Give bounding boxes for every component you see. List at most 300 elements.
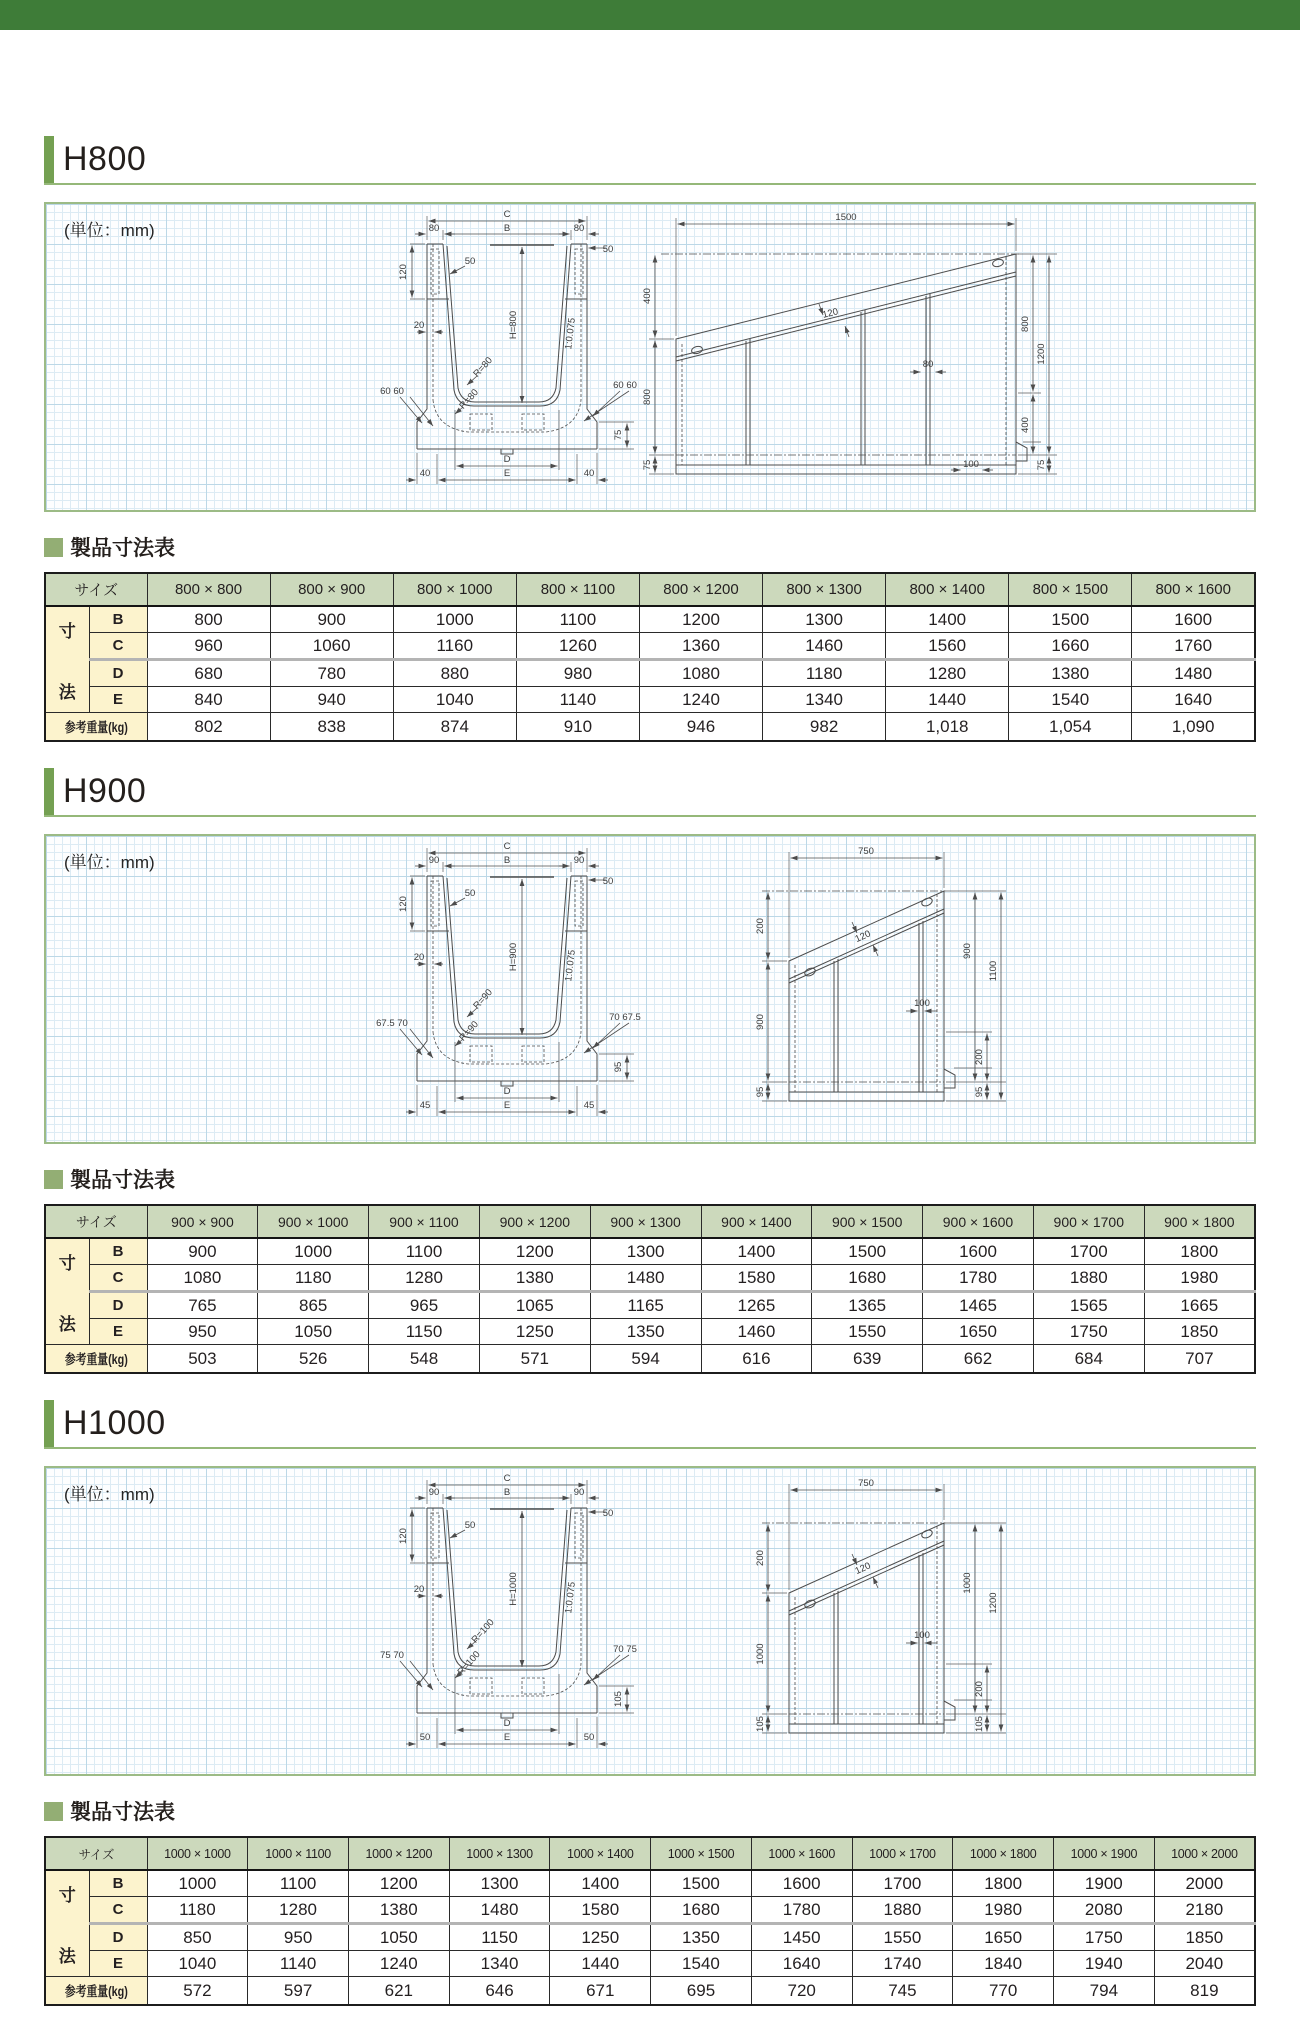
unit-label: (単位：mm) [64,221,155,240]
table-heading-row [44,1166,1256,1192]
size-column-header: 1000 × 1000 [147,1837,248,1870]
table-cell: 1380 [479,1265,590,1292]
table-cell: 1100 [516,606,639,633]
size-column-header: 900 × 900 [147,1205,258,1238]
dim-label-b: B [503,855,511,866]
table-cell: 1360 [639,633,762,660]
section-title: H900 [63,772,147,810]
table-cell: 1080 [639,660,762,687]
size-column-header: 800 × 1200 [639,573,762,606]
table-cell: 1200 [639,606,762,633]
size-column-header: 800 × 1400 [886,573,1009,606]
dim-wall: 800 [642,389,653,405]
dim-height-inner: 800 [1020,316,1031,332]
dim-rib: 100 [914,998,930,1009]
table-cell: 1465 [923,1292,1034,1319]
table-cell: 1050 [258,1319,369,1345]
table-cell: 1180 [763,660,886,687]
table-cell: 1100 [248,1870,349,1897]
size-column-header: 800 × 900 [270,573,393,606]
dim-slope: 1:0.075 [563,949,578,983]
dim-edge-right: 90 [573,855,585,866]
dim-lower: 400 [1020,417,1031,433]
weight-value-cell: 646 [449,1977,550,2006]
dim-rib: 80 [922,359,934,370]
table-cell: 1260 [516,633,639,660]
table-cell: 1800 [953,1870,1054,1897]
table-cell: 1650 [923,1319,1034,1345]
weight-label-cell [45,713,147,742]
table-cell: 865 [258,1292,369,1319]
table-cell: 1060 [270,633,393,660]
row-label-cell: C [89,633,147,660]
dim-corner-left: 40 [419,468,431,479]
table-cell: 1540 [651,1951,752,1977]
table-cell: 1880 [1033,1265,1144,1292]
table-cell: 1760 [1132,633,1255,660]
dim-base: 95 [755,1086,766,1098]
table-heading-row [44,1798,1256,1824]
table-cell: 1840 [953,1951,1054,1977]
table-cell: 1000 [258,1238,369,1265]
table-cell: 1000 [393,606,516,633]
dim-label-c: C [503,841,511,852]
dim-slope: 1:0.075 [563,317,578,351]
size-column-header: 800 × 1500 [1009,573,1132,606]
dim-cap-height: 120 [398,1528,409,1544]
heading-accent-bar [44,136,54,183]
weight-value-cell: 597 [248,1977,349,2006]
table-cell: 1850 [1144,1319,1255,1345]
cross-section-drawing [322,1468,662,1770]
table-cell: 1300 [763,606,886,633]
table-cell: 1680 [812,1265,923,1292]
drawing-panel [44,1466,1256,1776]
table-cell: 2040 [1154,1951,1255,1977]
dim-char-top: 寸 [58,1885,76,1905]
table-cell: 1100 [369,1238,480,1265]
size-column-header: 1000 × 1500 [651,1837,752,1870]
size-header-cell: サイズ [45,573,147,606]
table-cell: 1440 [550,1951,651,1977]
table-cell: 1140 [248,1951,349,1977]
table-cell: 1680 [651,1897,752,1924]
table-cell: 1700 [1033,1238,1144,1265]
drawing-panel [44,202,1256,512]
dim-label-c: C [503,1473,511,1484]
table-cell: 1300 [590,1238,701,1265]
table-cell: 1340 [763,687,886,713]
weight-value-cell: 707 [1144,1345,1255,1374]
dim-wall-top: 50 [464,256,476,267]
table-cell: 1280 [369,1265,480,1292]
side-view-drawing [694,836,1034,1138]
dim-corner-left: 50 [419,1732,431,1743]
table-cell: 1540 [1009,687,1132,713]
weight-value-cell: 802 [147,713,270,742]
table-cell: 940 [270,687,393,713]
weight-label-cell [45,1345,147,1374]
dim-slab: 120 [853,1560,873,1577]
table-cell: 2180 [1154,1897,1255,1924]
size-column-header: 900 × 1800 [1144,1205,1255,1238]
dim-height-total: 1200 [988,1592,999,1614]
weight-value-cell: 1,090 [1132,713,1255,742]
dim-radius-upper: R=90 [471,987,495,1012]
dim-slab: 120 [853,928,873,945]
table-cell: 1340 [449,1951,550,1977]
cross-section-drawing [322,204,662,506]
size-column-header: 1000 × 1700 [852,1837,953,1870]
row-label-cell: B [89,606,147,633]
weight-value-cell: 695 [651,1977,752,2006]
dim-char-bottom: 法 [58,1946,76,1966]
weight-value-cell: 616 [701,1345,812,1374]
dim-height-inner: 900 [962,943,973,959]
dim-foot-right: 60 60 [613,380,637,391]
table-cell: 1600 [751,1870,852,1897]
green-square-bullet [44,1170,63,1189]
table-heading-row [44,534,1256,560]
table-cell: 1050 [348,1924,449,1951]
table-cell: 1380 [348,1897,449,1924]
weight-label-cell [45,1977,147,2006]
dim-top-width: 750 [858,846,874,857]
weight-value-cell: 770 [953,1977,1054,2006]
dim-base: 105 [755,1716,766,1732]
dim-base-height: 75 [613,429,624,441]
table-cell: 1400 [550,1870,651,1897]
dim-wall: 1000 [755,1643,766,1665]
dim-top-width: 750 [858,1478,874,1489]
table-cell: 1080 [147,1265,258,1292]
dim-edge-left: 90 [428,855,440,866]
table-cell: 780 [270,660,393,687]
table-cell: 1160 [393,633,516,660]
section-h800 [44,136,1256,742]
weight-value-cell: 639 [812,1345,923,1374]
table-cell: 1240 [348,1951,449,1977]
size-column-header: 900 × 1500 [812,1205,923,1238]
dim-edge-right: 90 [573,1487,585,1498]
table-cell: 1265 [701,1292,812,1319]
dim-wall-gap: 20 [413,320,425,331]
table-cell: 1150 [449,1924,550,1951]
table-cell: 1880 [852,1897,953,1924]
dim-label-e: E [503,1100,511,1111]
table-cell: 1480 [1132,660,1255,687]
weight-value-cell: 572 [147,1977,248,2006]
table-cell: 1980 [1144,1265,1255,1292]
section-h900 [44,768,1256,1374]
dim-char-top: 寸 [58,621,76,641]
dim-corner-right: 45 [583,1100,595,1111]
dim-height: H=900 [508,942,519,972]
section-heading [44,136,1256,185]
weight-value-cell: 526 [258,1345,369,1374]
weight-value-cell: 874 [393,713,516,742]
table-cell: 1350 [651,1924,752,1951]
table-cell: 800 [147,606,270,633]
dim-lower: 200 [974,1049,985,1065]
table-cell: 1900 [1053,1870,1154,1897]
dim-lower: 200 [974,1681,985,1697]
table-cell: 1640 [1132,687,1255,713]
table-cell: 1780 [923,1265,1034,1292]
dim-edge-right: 80 [573,223,585,234]
dimension-group-cell [45,606,89,713]
size-column-header: 800 × 1100 [516,573,639,606]
table-cell: 1380 [1009,660,1132,687]
size-column-header: 800 × 1300 [763,573,886,606]
heading-accent-bar [44,1400,54,1447]
row-label-cell: B [89,1870,147,1897]
section-title: H1000 [63,1404,166,1442]
size-column-header: 900 × 1200 [479,1205,590,1238]
table-cell: 1640 [751,1951,852,1977]
size-column-header: 1000 × 1800 [953,1837,1054,1870]
table-cell: 1565 [1033,1292,1144,1319]
side-view-drawing [621,204,1081,506]
dim-foot-left: 67.5 70 [376,1018,408,1029]
table-cell: 1460 [701,1319,812,1345]
dim-radius-lower: R=90 [457,1019,481,1044]
dim-height-total: 1200 [1036,343,1047,365]
table-cell: 1750 [1053,1924,1154,1951]
dim-label-e: E [503,1732,511,1743]
row-label-cell: B [89,1238,147,1265]
size-column-header: 800 × 800 [147,573,270,606]
table-cell: 1980 [953,1897,1054,1924]
row-label-cell: E [89,1319,147,1345]
table-cell: 2000 [1154,1870,1255,1897]
table-cell: 1040 [393,687,516,713]
weight-value-cell: 745 [852,1977,953,2006]
dim-base: 75 [642,459,653,471]
drawing-panel [44,834,1256,1144]
weight-value-cell: 794 [1053,1977,1154,2006]
dim-foot-left: 60 60 [380,386,404,397]
dim-radius-upper: R=80 [471,355,495,380]
dim-height-total: 1100 [988,960,999,982]
dim-radius-lower: R=100 [455,1649,483,1678]
dimension-group-cell [45,1238,89,1345]
table-cell: 900 [147,1238,258,1265]
weight-value-cell: 671 [550,1977,651,2006]
table-cell: 1580 [550,1897,651,1924]
table-cell: 1500 [651,1870,752,1897]
dim-wall-top: 50 [464,888,476,899]
size-column-header: 1000 × 1200 [348,1837,449,1870]
table-cell: 1480 [590,1265,701,1292]
dim-wall-top: 50 [464,1520,476,1531]
table-cell: 1200 [348,1870,449,1897]
dim-corner-right: 40 [583,468,595,479]
table-cell: 1165 [590,1292,701,1319]
table-cell: 950 [248,1924,349,1951]
dim-label-d: D [503,1718,511,1729]
table-cell: 1600 [923,1238,1034,1265]
dim-base-right: 95 [974,1086,985,1098]
dim-char-bottom: 法 [58,1314,76,1334]
weight-value-cell: 1,054 [1009,713,1132,742]
row-label-cell: E [89,1951,147,1977]
weight-value-cell: 594 [590,1345,701,1374]
table-cell: 950 [147,1319,258,1345]
size-column-header: 1000 × 1600 [751,1837,852,1870]
weight-value-cell: 819 [1154,1977,1255,2006]
table-cell: 965 [369,1292,480,1319]
dim-corner-left: 45 [419,1100,431,1111]
dim-char-top: 寸 [58,1253,76,1273]
table-cell: 1550 [812,1319,923,1345]
dim-slope: 1:0.075 [563,1581,578,1615]
table-cell: 1550 [852,1924,953,1951]
unit-label: (単位：mm) [64,853,155,872]
weight-value-cell: 946 [639,713,762,742]
dim-label-d: D [503,454,511,465]
table-cell: 1850 [1154,1924,1255,1951]
weight-value-cell: 571 [479,1345,590,1374]
table-cell: 960 [147,633,270,660]
weight-value-cell: 982 [763,713,886,742]
table-cell: 1780 [751,1897,852,1924]
table-cell: 1460 [763,633,886,660]
dim-height-inner: 1000 [962,1572,973,1594]
table-heading: 製品寸法表 [70,537,175,560]
heading-accent-bar [44,768,54,815]
table-cell: 1365 [812,1292,923,1319]
weight-value-cell: 838 [270,713,393,742]
top-banner [0,0,1300,30]
table-cell: 1580 [701,1265,812,1292]
row-label-cell: C [89,1897,147,1924]
size-column-header: 900 × 1000 [258,1205,369,1238]
dim-edge-left: 90 [428,1487,440,1498]
dim-wall-gap: 20 [413,952,425,963]
weight-value-cell: 662 [923,1345,1034,1374]
dim-label-e: E [503,468,511,479]
table-cell: 1600 [1132,606,1255,633]
dim-lip: 50 [602,876,614,887]
weight-value-cell: 910 [516,713,639,742]
dim-rib: 100 [914,1630,930,1641]
table-cell: 1750 [1033,1319,1144,1345]
dimension-table [44,1204,1256,1374]
dim-base-height: 105 [613,1691,624,1707]
section-heading [44,768,1256,817]
table-cell: 1440 [886,687,1009,713]
dim-foot-left: 75 70 [380,1650,404,1661]
dim-lip: 50 [602,244,614,255]
size-column-header: 900 × 1300 [590,1205,701,1238]
size-column-header: 1000 × 2000 [1154,1837,1255,1870]
dim-label-d: D [503,1086,511,1097]
table-cell: 1140 [516,687,639,713]
table-cell: 900 [270,606,393,633]
table-cell: 2080 [1053,1897,1154,1924]
size-column-header: 1000 × 1100 [248,1837,349,1870]
cross-section-drawing [322,836,662,1138]
size-column-header: 800 × 1000 [393,573,516,606]
dim-height: H=1000 [508,1572,519,1606]
table-cell: 1280 [886,660,1009,687]
table-cell: 680 [147,660,270,687]
table-cell: 980 [516,660,639,687]
unit-label: (単位：mm) [64,1485,155,1504]
table-cell: 765 [147,1292,258,1319]
weight-value-cell: 503 [147,1345,258,1374]
dim-corner-right: 50 [583,1732,595,1743]
dim-bottom: 100 [963,459,979,470]
weight-value-cell: 720 [751,1977,852,2006]
table-cell: 1740 [852,1951,953,1977]
dim-base-right: 105 [974,1716,985,1732]
dim-foot-right: 70 75 [613,1644,637,1655]
dim-slab: 120 [821,306,840,321]
table-cell: 1500 [1009,606,1132,633]
table-cell: 1000 [147,1870,248,1897]
table-cell: 1800 [1144,1238,1255,1265]
table-heading: 製品寸法表 [70,1169,175,1192]
table-cell: 1660 [1009,633,1132,660]
section-h1000 [44,1400,1256,2006]
table-cell: 1180 [258,1265,369,1292]
table-cell: 1040 [147,1951,248,1977]
size-column-header: 900 × 1100 [369,1205,480,1238]
weight-value-cell: 548 [369,1345,480,1374]
dim-label-c: C [503,209,511,220]
dim-lip: 50 [602,1508,614,1519]
size-column-header: 1000 × 1300 [449,1837,550,1870]
dim-top-offset: 200 [755,1550,766,1566]
dim-top-width: 1500 [835,212,857,223]
section-title: H800 [63,140,147,178]
table-cell: 1400 [701,1238,812,1265]
side-view-drawing [694,1468,1034,1770]
weight-label-text: 参考重量(kg) [64,1984,128,1999]
weight-label-text: 参考重量(kg) [64,720,128,735]
page-content [44,136,1256,2006]
table-cell: 1150 [369,1319,480,1345]
table-cell: 1250 [550,1924,651,1951]
dim-top-offset: 400 [642,288,653,304]
table-cell: 1940 [1053,1951,1154,1977]
section-heading [44,1400,1256,1449]
table-cell: 850 [147,1924,248,1951]
table-cell: 1700 [852,1870,953,1897]
dimension-table [44,1836,1256,2006]
table-cell: 1400 [886,606,1009,633]
table-cell: 1560 [886,633,1009,660]
table-cell: 1300 [449,1870,550,1897]
table-heading: 製品寸法表 [70,1801,175,1824]
dim-label-b: B [503,1487,511,1498]
table-cell: 1450 [751,1924,852,1951]
size-column-header: 900 × 1600 [923,1205,1034,1238]
table-cell: 880 [393,660,516,687]
size-header-cell: サイズ [45,1205,147,1238]
table-cell: 1480 [449,1897,550,1924]
table-cell: 1500 [812,1238,923,1265]
dim-label-b: B [503,223,511,234]
table-cell: 1650 [953,1924,1054,1951]
table-cell: 1200 [479,1238,590,1265]
dim-top-offset: 200 [755,918,766,934]
size-column-header: 900 × 1400 [701,1205,812,1238]
table-cell: 1250 [479,1319,590,1345]
row-label-cell: C [89,1265,147,1292]
